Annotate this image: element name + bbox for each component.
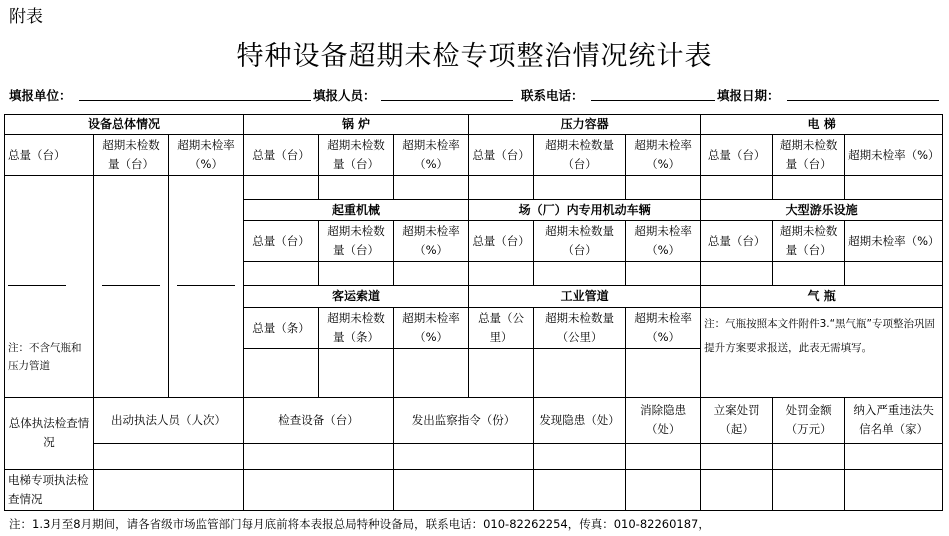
overall-overdue-count-header: 超期未检数量（台）: [94, 135, 169, 176]
data-cell[interactable]: [244, 261, 319, 285]
elevator-enforcement-label: 电梯专项执法检查情况: [5, 470, 94, 511]
boiler-overdue-rate-header: 超期未检率（%）: [394, 135, 469, 176]
data-cell[interactable]: [534, 261, 626, 285]
date-label: 填报日期：: [717, 88, 780, 103]
data-cell[interactable]: [469, 348, 534, 397]
phone-field[interactable]: [591, 100, 715, 101]
elevator-overdue-count-header: 超期未检数量（台）: [773, 135, 845, 176]
data-cell[interactable]: [701, 261, 773, 285]
section-ropeway: 客运索道: [244, 286, 469, 308]
overall-overdue-count-blank[interactable]: [102, 285, 160, 286]
data-cell[interactable]: [394, 470, 534, 511]
boiler-overdue-count-header: 超期未检数量（台）: [319, 135, 394, 176]
overall-total-cell[interactable]: [5, 175, 94, 397]
ropeway-total-header: 总量（条）: [244, 308, 319, 349]
data-cell[interactable]: [244, 348, 319, 397]
pipeline-overdue-rate-header: 超期未检率（%）: [626, 308, 701, 349]
data-cell[interactable]: [773, 470, 845, 511]
data-cell[interactable]: [701, 444, 773, 470]
section-vehicle: 场（厂）内专用机动车辆: [469, 200, 701, 221]
vehicle-overdue-rate-header: 超期未检率（%）: [626, 221, 701, 262]
boiler-total-header: 总量（台）: [244, 135, 319, 176]
pipeline-total-header: 总量（公里）: [469, 308, 534, 349]
data-cell[interactable]: [626, 444, 701, 470]
data-cell[interactable]: [701, 470, 773, 511]
overall-overdue-rate-cell[interactable]: [169, 175, 244, 397]
crane-overdue-rate-header: 超期未检率（%）: [394, 221, 469, 262]
enf-blacklist-header: 纳入严重违法失信名单（家）: [845, 397, 943, 444]
footnote: 注：1.3月至8月期间，请各省级市场监管部门每月底前将本表报总局特种设备局，联系电话：010-82262254，传真：010-82260187，: [9, 517, 710, 531]
data-cell[interactable]: [626, 348, 701, 397]
crane-total-header: 总量（台）: [244, 221, 319, 262]
enf-hazards-found-header: 发现隐患（处）: [534, 397, 626, 444]
unit-label: 填报单位：: [9, 88, 72, 103]
data-cell[interactable]: [94, 470, 244, 511]
enf-equipment-header: 检查设备（台）: [244, 397, 394, 444]
data-cell[interactable]: [626, 470, 701, 511]
section-amusement: 大型游乐设施: [701, 200, 943, 221]
data-cell[interactable]: [244, 444, 394, 470]
data-cell[interactable]: [626, 261, 701, 285]
vehicle-overdue-count-header: 超期未检数量（台）: [534, 221, 626, 262]
person-field[interactable]: [381, 100, 513, 101]
data-cell[interactable]: [319, 175, 394, 199]
pv-overdue-count-header: 超期未检数量（台）: [534, 135, 626, 176]
crane-overdue-count-header: 超期未检数量（台）: [319, 221, 394, 262]
data-cell[interactable]: [534, 444, 626, 470]
overall-total-header: 总量（台）: [5, 135, 94, 176]
section-cylinder: 气 瓶: [701, 286, 943, 308]
data-cell[interactable]: [319, 348, 394, 397]
elevator-overdue-rate-header: 超期未检率（%）: [845, 135, 943, 176]
enforcement-row-label: 总体执法检查情况: [5, 397, 94, 470]
data-cell[interactable]: [845, 470, 943, 511]
data-cell[interactable]: [469, 175, 534, 199]
date-field[interactable]: [787, 100, 939, 101]
data-cell[interactable]: [845, 261, 943, 285]
unit-field[interactable]: [79, 100, 311, 101]
ropeway-overdue-rate-header: 超期未检率（%）: [394, 308, 469, 349]
enf-officers-header: 出动执法人员（人次）: [94, 397, 244, 444]
ropeway-overdue-count-header: 超期未检数量（条）: [319, 308, 394, 349]
overall-total-blank[interactable]: [8, 285, 66, 286]
overall-overdue-rate-blank[interactable]: [177, 285, 235, 286]
enf-hazards-fixed-header: 消除隐患（处）: [626, 397, 701, 444]
statistics-table: [4, 114, 943, 511]
data-cell[interactable]: [773, 261, 845, 285]
enf-fines-header: 处罚金额（万元）: [773, 397, 845, 444]
enf-cases-header: 立案处罚（起）: [701, 397, 773, 444]
data-cell[interactable]: [394, 348, 469, 397]
section-overall: 设备总体情况: [5, 115, 244, 135]
data-cell[interactable]: [319, 261, 394, 285]
data-cell[interactable]: [394, 175, 469, 199]
data-cell[interactable]: [626, 175, 701, 199]
data-cell[interactable]: [845, 444, 943, 470]
enf-orders-header: 发出监察指令（份）: [394, 397, 534, 444]
data-cell[interactable]: [701, 175, 773, 199]
annex-label: 附表: [9, 7, 43, 27]
vehicle-total-header: 总量（台）: [469, 221, 534, 262]
section-boiler: 锅 炉: [244, 115, 469, 135]
section-crane: 起重机械: [244, 200, 469, 221]
page-title: 特种设备超期未检专项整治情况统计表: [236, 41, 713, 72]
data-cell[interactable]: [534, 470, 626, 511]
section-pressure-vessel: 压力容器: [469, 115, 701, 135]
data-cell[interactable]: [534, 175, 626, 199]
data-cell[interactable]: [773, 444, 845, 470]
amusement-overdue-rate-header: 超期未检率（%）: [845, 221, 943, 262]
info-line: [9, 86, 941, 104]
pv-overdue-rate-header: 超期未检率（%）: [626, 135, 701, 176]
person-label: 填报人员：: [313, 88, 376, 103]
data-cell[interactable]: [773, 175, 845, 199]
elevator-total-header: 总量（台）: [701, 135, 773, 176]
data-cell[interactable]: [469, 261, 534, 285]
data-cell[interactable]: [94, 444, 244, 470]
data-cell[interactable]: [244, 470, 394, 511]
data-cell[interactable]: [845, 175, 943, 199]
overall-note: 注：不含气瓶和压力管道: [8, 341, 82, 372]
data-cell[interactable]: [394, 444, 534, 470]
overall-overdue-rate-header: 超期未检率（%）: [169, 135, 244, 176]
cylinder-note: 注：气瓶按照本文件附件3.“黑气瓶”专项整治巩固提升方案要求报送，此表无需填写。: [701, 308, 943, 397]
phone-label: 联系电话：: [521, 88, 584, 103]
data-cell[interactable]: [244, 175, 319, 199]
amusement-total-header: 总量（台）: [701, 221, 773, 262]
section-pipeline: 工业管道: [469, 286, 701, 308]
data-cell[interactable]: [534, 348, 626, 397]
overall-overdue-count-cell[interactable]: [94, 175, 169, 397]
pipeline-overdue-count-header: 超期未检数量（公里）: [534, 308, 626, 349]
amusement-overdue-count-header: 超期未检数量（台）: [773, 221, 845, 262]
pv-total-header: 总量（台）: [469, 135, 534, 176]
data-cell[interactable]: [394, 261, 469, 285]
section-elevator: 电 梯: [701, 115, 943, 135]
